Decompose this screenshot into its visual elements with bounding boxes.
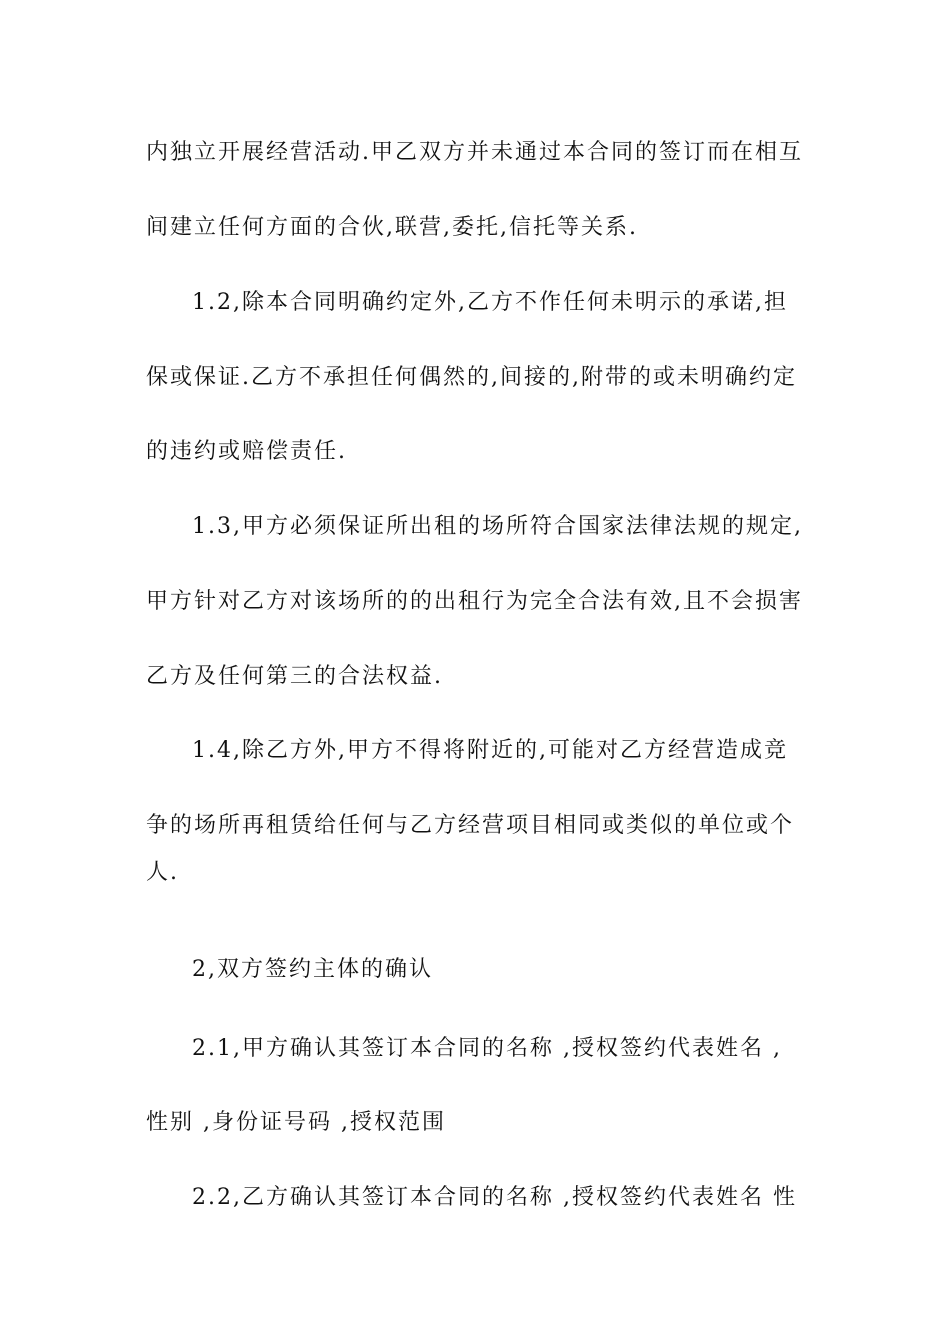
paragraph-line: 的违约或赔偿责任. <box>146 439 347 464</box>
clause-1-2-line: 1.2,除本合同明确约定外,乙方不作任何未明示的承诺,担 <box>192 290 788 315</box>
clause-1-3-line: 1.3,甲方必须保证所出租的场所符合国家法律法规的规定, <box>192 514 803 539</box>
clause-2-2-line: 2.2,乙方确认其签订本合同的名称 ,授权签约代表姓名 性 <box>192 1185 797 1210</box>
paragraph-line: 保或保证.乙方不承担任何偶然的,间接的,附带的或未明确约定 <box>146 365 797 390</box>
paragraph-line: 间建立任何方面的合伙,联营,委托,信托等关系. <box>146 215 638 240</box>
paragraph-line: 内独立开展经营活动.甲乙双方并未通过本合同的签订而在相互 <box>146 140 803 165</box>
paragraph-line: 乙方及任何第三的合法权益. <box>146 664 443 689</box>
paragraph-line: 争的场所再租赁给任何与乙方经营项目相同或类似的单位或个 <box>146 813 795 838</box>
paragraph-line: 人. <box>146 860 179 885</box>
section-2-heading: 2,双方签约主体的确认 <box>192 957 433 982</box>
paragraph-line: 甲方针对乙方对该场所的的出租行为完全合法有效,且不会损害 <box>146 589 803 614</box>
clause-2-1-line: 2.1,甲方确认其签订本合同的名称 ,授权签约代表姓名 , <box>192 1036 782 1061</box>
paragraph-line: 性别 ,身份证号码 ,授权范围 <box>146 1110 446 1135</box>
clause-1-4-line: 1.4,除乙方外,甲方不得将附近的,可能对乙方经营造成竞 <box>192 738 788 763</box>
